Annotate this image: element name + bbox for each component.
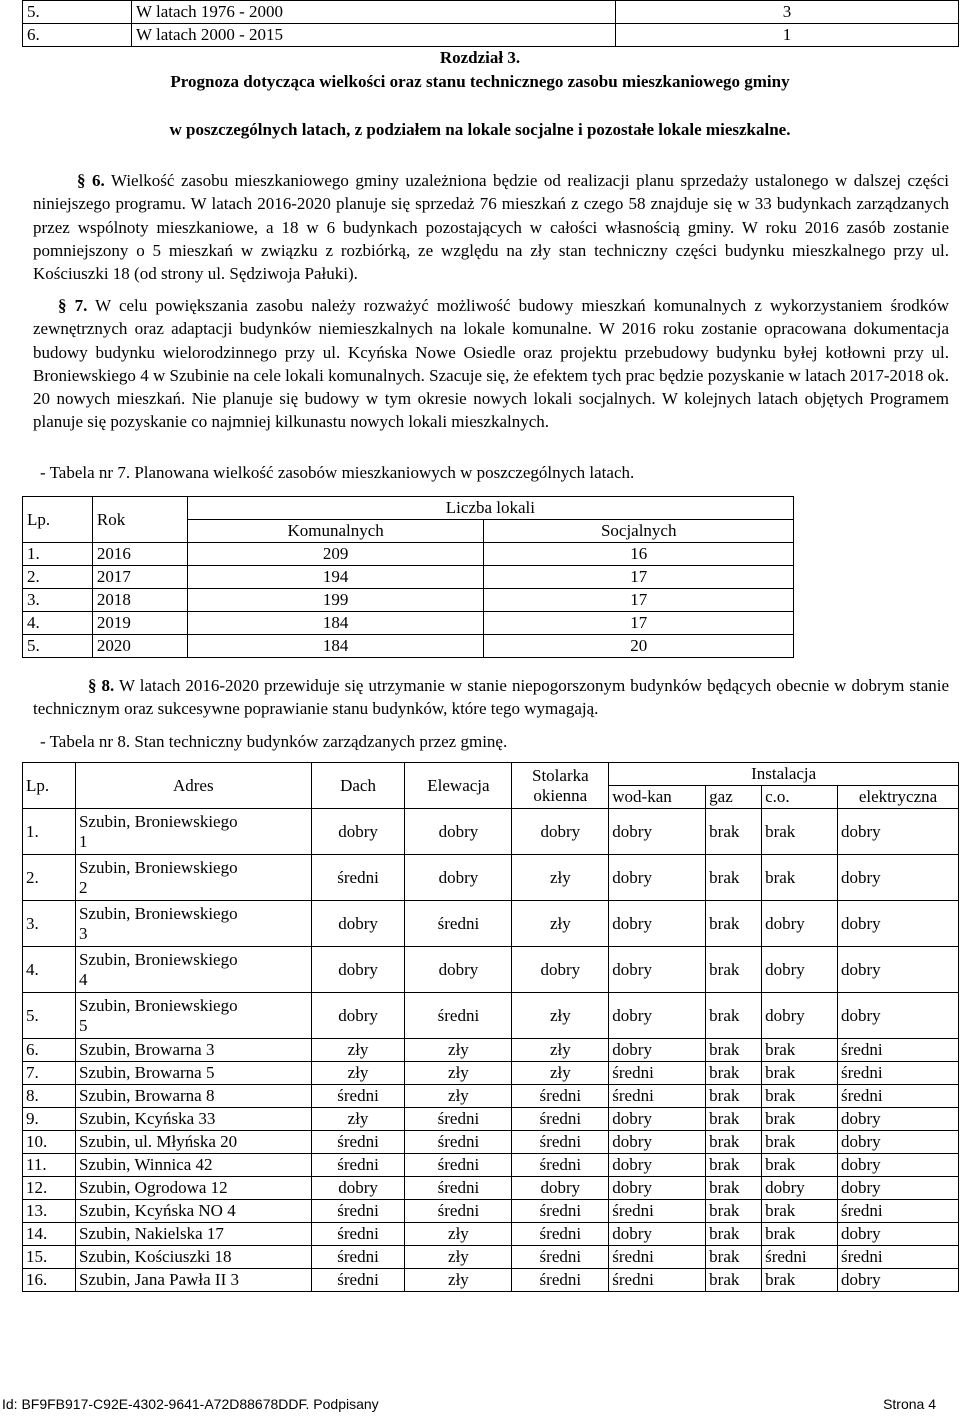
table8-cell-adres-line1: Szubin, Jana Pawła II 3 [78, 1270, 239, 1289]
table8-row [23, 1269, 959, 1292]
table7-cell-komunalnych: 184 [187, 635, 484, 658]
table8-cell-adres [75, 1177, 311, 1200]
top-row-lp: 5. [23, 1, 132, 24]
table7-cell-komunalnych: 184 [187, 612, 484, 635]
table8-cell-dach: średni [311, 1154, 405, 1177]
table8-cell-gaz: brak [706, 901, 762, 947]
table8-cell-adres [75, 993, 311, 1039]
table8-cell-elewacja: średni [405, 901, 512, 947]
table7-cell-komunalnych: 194 [187, 566, 484, 589]
table8-cell-adres-line1: Szubin, Ogrodowa 12 [78, 1178, 228, 1197]
table8-cell-gaz: brak [706, 1200, 762, 1223]
table7-caption: - Tabela nr 7. Planowana wielkość zasobów mieszkaniowych w poszczególnych latach. [40, 463, 635, 482]
table8-cell-wodkan: dobry [609, 901, 706, 947]
table8-row [23, 1223, 959, 1246]
table8-cell-elektryczna: średni [838, 1062, 959, 1085]
top-row-period: W latach 1976 - 2000 [132, 1, 616, 24]
table8-cell-stolarka: zły [512, 993, 609, 1039]
table8-cell-elektryczna: dobry [838, 1177, 959, 1200]
table8-cell-co: brak [762, 1269, 838, 1292]
table7-header-group: Liczba lokali [187, 497, 793, 520]
table8-cell-elektryczna: dobry [838, 901, 959, 947]
table8-cell-adres [75, 1223, 311, 1246]
table8-cell-lp: 10. [23, 1131, 76, 1154]
table8-cell-lp: 2. [23, 855, 76, 901]
table7-cell-socjalnych: 17 [484, 566, 794, 589]
table8-cell-dach: dobry [311, 901, 405, 947]
table7-row [23, 635, 794, 658]
table8-cell-lp: 14. [23, 1223, 76, 1246]
table8-cell-wodkan: średni [609, 1062, 706, 1085]
table8-cell-stolarka: dobry [512, 809, 609, 855]
table8-header-dach: Dach [311, 763, 405, 809]
table8-cell-lp: 8. [23, 1085, 76, 1108]
table8-cell-elektryczna: dobry [838, 1108, 959, 1131]
table7-cell-rok: 2020 [92, 635, 187, 658]
table8-cell-co: brak [762, 1039, 838, 1062]
top-table-row [23, 1, 959, 24]
table8-row [23, 1062, 959, 1085]
table8-header-elewacja: Elewacja [405, 763, 512, 809]
table8-cell-elektryczna: średni [838, 1246, 959, 1269]
table8-row [23, 1108, 959, 1131]
table8-row [23, 1131, 959, 1154]
table8-cell-wodkan: dobry [609, 855, 706, 901]
table8-cell-elektryczna: średni [838, 1200, 959, 1223]
table8-header-stolarka [512, 763, 609, 809]
table8-cell-adres-line1: Szubin, Nakielska 17 [78, 1224, 224, 1243]
table7 [22, 496, 794, 658]
table8-cell-adres-line2: 4 [78, 969, 88, 989]
section-8-text: W latach 2016-2020 przewiduje się utrzymanie w stanie niepogorszonym budynków będących obecnie w dobrym stanie technicznym oraz sukcesywne poprawianie stanu budynków, które tego wymagają. [33, 676, 950, 719]
table8-cell-stolarka: dobry [512, 947, 609, 993]
table8-cell-wodkan: dobry [609, 1131, 706, 1154]
table8-cell-gaz: brak [706, 1154, 762, 1177]
table8-cell-adres [75, 1039, 311, 1062]
table8-cell-gaz: brak [706, 1246, 762, 1269]
table8-cell-elektryczna: dobry [838, 855, 959, 901]
table8-cell-adres [75, 1246, 311, 1269]
table8-cell-adres [75, 1062, 311, 1085]
table8-row [23, 993, 959, 1039]
table8-cell-stolarka: średni [512, 1085, 609, 1108]
table8-cell-elektryczna: średni [838, 1039, 959, 1062]
table8-cell-elewacja: zły [405, 1246, 512, 1269]
table8-cell-adres-line1: Szubin, Broniewskiego [78, 949, 238, 969]
table8-cell-dach: zły [311, 1039, 405, 1062]
table8-cell-adres [75, 901, 311, 947]
table8-cell-wodkan: średni [609, 1246, 706, 1269]
table8-cell-dach: dobry [311, 993, 405, 1039]
top-row-value: 3 [616, 1, 959, 24]
table8-cell-stolarka: dobry [512, 1177, 609, 1200]
table8-cell-dach: średni [311, 1131, 405, 1154]
table8-cell-adres-line1: Szubin, ul. Młyńska 20 [78, 1132, 238, 1151]
table8-cell-wodkan: dobry [609, 1108, 706, 1131]
table8-cell-gaz: brak [706, 1223, 762, 1246]
table8-caption: - Tabela nr 8. Stan techniczny budynków zarządzanych przez gminę. [40, 732, 508, 751]
table8-cell-wodkan: dobry [609, 1177, 706, 1200]
table8-cell-dach: średni [311, 1223, 405, 1246]
table8-cell-stolarka: średni [512, 1200, 609, 1223]
table8-row [23, 809, 959, 855]
table7-cell-komunalnych: 209 [187, 543, 484, 566]
section-8 [33, 674, 949, 721]
table8-cell-stolarka: średni [512, 1154, 609, 1177]
table8-cell-dach: zły [311, 1062, 405, 1085]
top-table-row [23, 24, 959, 47]
footer-id: Id: BF9FB917-C92E-4302-9641-A72D88678DDF. Podpisany [2, 1396, 379, 1412]
table7-row [23, 566, 794, 589]
table7-cell-socjalnych: 16 [484, 543, 794, 566]
table8-header-wodkan: wod-kan [609, 786, 706, 809]
table8-cell-elektryczna: dobry [838, 947, 959, 993]
table8-cell-dach: zły [311, 1108, 405, 1131]
table8-cell-adres [75, 1131, 311, 1154]
table7-header-rok: Rok [92, 497, 187, 543]
table8-row [23, 1085, 959, 1108]
table7-cell-lp: 3. [23, 589, 93, 612]
table7-cell-komunalnych: 199 [187, 589, 484, 612]
table8-cell-elektryczna: dobry [838, 1154, 959, 1177]
table8-cell-gaz: brak [706, 855, 762, 901]
table8-row [23, 855, 959, 901]
table7-cell-rok: 2018 [92, 589, 187, 612]
top-table [22, 0, 959, 47]
table7-cell-lp: 2. [23, 566, 93, 589]
table8-cell-adres-line2: 1 [78, 831, 88, 851]
table7-cell-rok: 2019 [92, 612, 187, 635]
table8-cell-gaz: brak [706, 1108, 762, 1131]
table8-cell-lp: 4. [23, 947, 76, 993]
table8-row [23, 947, 959, 993]
table8-cell-co: brak [762, 1154, 838, 1177]
table8-cell-adres-line2: 5 [78, 1015, 88, 1035]
table8-header-stolarka-line2: okienna [533, 785, 588, 805]
table8-cell-lp: 13. [23, 1200, 76, 1223]
table8-cell-elewacja: dobry [405, 809, 512, 855]
table8-cell-stolarka: zły [512, 1039, 609, 1062]
table8-cell-adres-line1: Szubin, Browarna 8 [78, 1086, 215, 1105]
table8-header-co: c.o. [762, 786, 838, 809]
chapter-title-line2: w poszczególnych latach, z podziałem na lokale socjalne i pozostałe lokale mieszkalne. [169, 120, 791, 139]
table8-cell-lp: 9. [23, 1108, 76, 1131]
table8-cell-elektryczna: dobry [838, 1269, 959, 1292]
table8-cell-dach: dobry [311, 947, 405, 993]
table8-cell-wodkan: dobry [609, 1154, 706, 1177]
table8-cell-wodkan: średni [609, 1085, 706, 1108]
chapter-label: Rozdział 3. [439, 48, 521, 67]
table8-cell-gaz: brak [706, 1177, 762, 1200]
table7-cell-socjalnych: 17 [484, 589, 794, 612]
table8-cell-wodkan: dobry [609, 809, 706, 855]
section-6-text: Wielkość zasobu mieszkaniowego gminy uzależniona będzie od realizacji planu sprzedaży ustalonego w dalszej części niniejszego programu. W latach 2016-2020 planuje się sprzedaż 76 mieszkań z czego 58 znajduje się w 33 budynkach zarządzanych przez wspólnoty mieszkaniowe, a 18 w 6 budynkach pozostających w całości własnością gminy. W roku 2016 zasób zostanie pomniejszony o 5 mieszkań w związku z rozbiórką, ze względu na zły stan techniczny części budynku mieszkalnego przy ul. Kościuszki 18 (od strony ul. Sędziwoja Pałuki). [33, 171, 950, 284]
table8-cell-elewacja: zły [405, 1085, 512, 1108]
table8-cell-elewacja: średni [405, 1177, 512, 1200]
table8-cell-dach: średni [311, 1200, 405, 1223]
section-6-number: § 6. [77, 171, 105, 190]
top-row-period: W latach 2000 - 2015 [132, 24, 616, 47]
table7-cell-rok: 2016 [92, 543, 187, 566]
table8-cell-adres-line1: Szubin, Broniewskiego [78, 903, 238, 923]
table7-header-socjalnych: Socjalnych [484, 520, 794, 543]
section-7-number: § 7. [58, 296, 88, 315]
table8-cell-elewacja: dobry [405, 947, 512, 993]
table8-row [23, 1177, 959, 1200]
table8-cell-co: brak [762, 1223, 838, 1246]
table8-cell-co: dobry [762, 901, 838, 947]
table8-cell-gaz: brak [706, 993, 762, 1039]
top-row-lp: 6. [23, 24, 132, 47]
table8-cell-adres-line2: 3 [78, 923, 88, 943]
table7-row [23, 543, 794, 566]
table8-cell-adres-line1: Szubin, Kościuszki 18 [78, 1247, 232, 1266]
table8-header-gaz: gaz [706, 786, 762, 809]
table8-header-lp: Lp. [23, 763, 76, 809]
table8-cell-co: brak [762, 1200, 838, 1223]
table8-cell-gaz: brak [706, 1269, 762, 1292]
table8-row [23, 1154, 959, 1177]
table8-cell-lp: 16. [23, 1269, 76, 1292]
section-6 [33, 169, 949, 285]
table8-cell-co: brak [762, 809, 838, 855]
table8-cell-co: dobry [762, 993, 838, 1039]
table8-cell-stolarka: średni [512, 1131, 609, 1154]
table8-cell-gaz: brak [706, 1131, 762, 1154]
table8-header-adres: Adres [75, 763, 311, 809]
table8-header-instalacja: Instalacja [609, 763, 959, 786]
table8-cell-co: dobry [762, 947, 838, 993]
table7-cell-lp: 1. [23, 543, 93, 566]
table8-cell-adres [75, 855, 311, 901]
table7-header-komunalnych: Komunalnych [187, 520, 484, 543]
table8-cell-lp: 6. [23, 1039, 76, 1062]
table8-cell-stolarka: zły [512, 855, 609, 901]
table8-cell-lp: 12. [23, 1177, 76, 1200]
table8-cell-adres-line1: Szubin, Kcyńska 33 [78, 1109, 216, 1128]
footer-page: Strona 4 [883, 1396, 936, 1412]
table7-header-lp: Lp. [23, 497, 93, 543]
table8-cell-dach: średni [311, 855, 405, 901]
table8-cell-lp: 15. [23, 1246, 76, 1269]
table8-row [23, 901, 959, 947]
table8-cell-dach: średni [311, 1269, 405, 1292]
table8-cell-elewacja: zły [405, 1269, 512, 1292]
top-row-value: 1 [616, 24, 959, 47]
table8-cell-adres [75, 809, 311, 855]
table8-cell-adres [75, 1085, 311, 1108]
table8-cell-dach: dobry [311, 1177, 405, 1200]
table8-cell-elewacja: zły [405, 1062, 512, 1085]
table7-cell-lp: 4. [23, 612, 93, 635]
table8-cell-elewacja: dobry [405, 855, 512, 901]
table8-cell-lp: 7. [23, 1062, 76, 1085]
table8-cell-adres [75, 1269, 311, 1292]
table8-cell-lp: 5. [23, 993, 76, 1039]
table8-cell-elewacja: średni [405, 1131, 512, 1154]
table8-cell-elektryczna: dobry [838, 1223, 959, 1246]
table8-cell-wodkan: dobry [609, 993, 706, 1039]
table8-row [23, 1246, 959, 1269]
table8-cell-wodkan: dobry [609, 1223, 706, 1246]
table8-cell-co: brak [762, 855, 838, 901]
table8-header-elektryczna: elektryczna [838, 786, 959, 809]
table8-cell-adres-line1: Szubin, Browarna 5 [78, 1063, 215, 1082]
table8-cell-stolarka: średni [512, 1223, 609, 1246]
table8-cell-co: brak [762, 1131, 838, 1154]
table8-cell-lp: 3. [23, 901, 76, 947]
table8-cell-adres-line1: Szubin, Winnica 42 [78, 1155, 213, 1174]
table8-cell-elektryczna: średni [838, 1085, 959, 1108]
table8-cell-dach: średni [311, 1085, 405, 1108]
table8-cell-adres-line1: Szubin, Broniewskiego [78, 995, 238, 1015]
table8-cell-dach: średni [311, 1246, 405, 1269]
table7-row [23, 589, 794, 612]
table8-cell-co: brak [762, 1085, 838, 1108]
table8-cell-gaz: brak [706, 1085, 762, 1108]
table8-cell-stolarka: średni [512, 1108, 609, 1131]
table8-cell-dach: dobry [311, 809, 405, 855]
table8-cell-adres-line1: Szubin, Broniewskiego [78, 811, 238, 831]
table8-cell-adres-line2: 2 [78, 877, 88, 897]
table8-cell-elektryczna: dobry [838, 1131, 959, 1154]
table8-cell-gaz: brak [706, 947, 762, 993]
table8-cell-adres [75, 1108, 311, 1131]
table8-cell-stolarka: zły [512, 901, 609, 947]
table8-cell-adres-line1: Szubin, Broniewskiego [78, 857, 238, 877]
table8 [22, 762, 959, 1292]
table8-cell-elewacja: zły [405, 1223, 512, 1246]
table8-cell-co: brak [762, 1062, 838, 1085]
table8-cell-stolarka: średni [512, 1246, 609, 1269]
table8-cell-elewacja: średni [405, 1108, 512, 1131]
table7-cell-rok: 2017 [92, 566, 187, 589]
table7-row [23, 612, 794, 635]
table8-cell-gaz: brak [706, 1039, 762, 1062]
table7-cell-socjalnych: 17 [484, 612, 794, 635]
table8-cell-adres [75, 1200, 311, 1223]
table8-cell-adres-line1: Szubin, Browarna 3 [78, 1040, 215, 1059]
table8-cell-adres [75, 947, 311, 993]
table8-cell-lp: 11. [23, 1154, 76, 1177]
section-8-number: § 8. [88, 676, 115, 695]
table8-cell-elektryczna: dobry [838, 993, 959, 1039]
table8-cell-wodkan: średni [609, 1200, 706, 1223]
table8-row [23, 1200, 959, 1223]
table8-cell-adres-line1: Szubin, Kcyńska NO 4 [78, 1201, 236, 1220]
table8-cell-lp: 1. [23, 809, 76, 855]
table8-cell-co: średni [762, 1246, 838, 1269]
table8-cell-co: dobry [762, 1177, 838, 1200]
table8-cell-elewacja: średni [405, 1154, 512, 1177]
table8-cell-elektryczna: dobry [838, 809, 959, 855]
table8-cell-wodkan: dobry [609, 1039, 706, 1062]
table8-cell-adres [75, 1154, 311, 1177]
table8-cell-gaz: brak [706, 1062, 762, 1085]
chapter-title-line1: Prognoza dotycząca wielkości oraz stanu technicznego zasobu mieszkaniowego gminy [170, 72, 790, 91]
section-7 [33, 294, 949, 434]
table8-cell-stolarka: średni [512, 1269, 609, 1292]
table8-cell-wodkan: dobry [609, 947, 706, 993]
table8-cell-gaz: brak [706, 809, 762, 855]
table7-cell-socjalnych: 20 [484, 635, 794, 658]
table8-cell-elewacja: średni [405, 1200, 512, 1223]
table8-cell-elewacja: średni [405, 993, 512, 1039]
section-7-text: W celu powiększania zasobu należy rozważyć możliwość budowy mieszkań komunalnych z wykorzystaniem środków zewnętrznych oraz adaptacji budynków niemieszkalnych na lokale komunalne. W 2016 roku zostanie opracowana dokumentacja budowy budynku wielorodzinnego przy ul. Kcyńska Nowe Osiedle oraz projektu przebudowy budynku byłej kotłowni przy ul. Broniewskiego 4 w Szubinie na cele lokali komunalnych. Szacuje się, że efektem tych prac będzie pozyskanie w latach 2017-2018 ok. 20 nowych mieszkań. Nie planuje się budowy w tym okresie nowych lokali socjalnych. W kolejnych latach objętych Programem planuje się pozyskanie co najmniej kilkunastu nowych lokali mieszkalnych. [33, 296, 949, 432]
table8-cell-elewacja: zły [405, 1039, 512, 1062]
table7-cell-lp: 5. [23, 635, 93, 658]
table8-header-stolarka-line1: Stolarka [532, 765, 589, 785]
table8-cell-stolarka: zły [512, 1062, 609, 1085]
table8-row [23, 1039, 959, 1062]
table8-cell-wodkan: średni [609, 1269, 706, 1292]
table8-cell-co: brak [762, 1108, 838, 1131]
